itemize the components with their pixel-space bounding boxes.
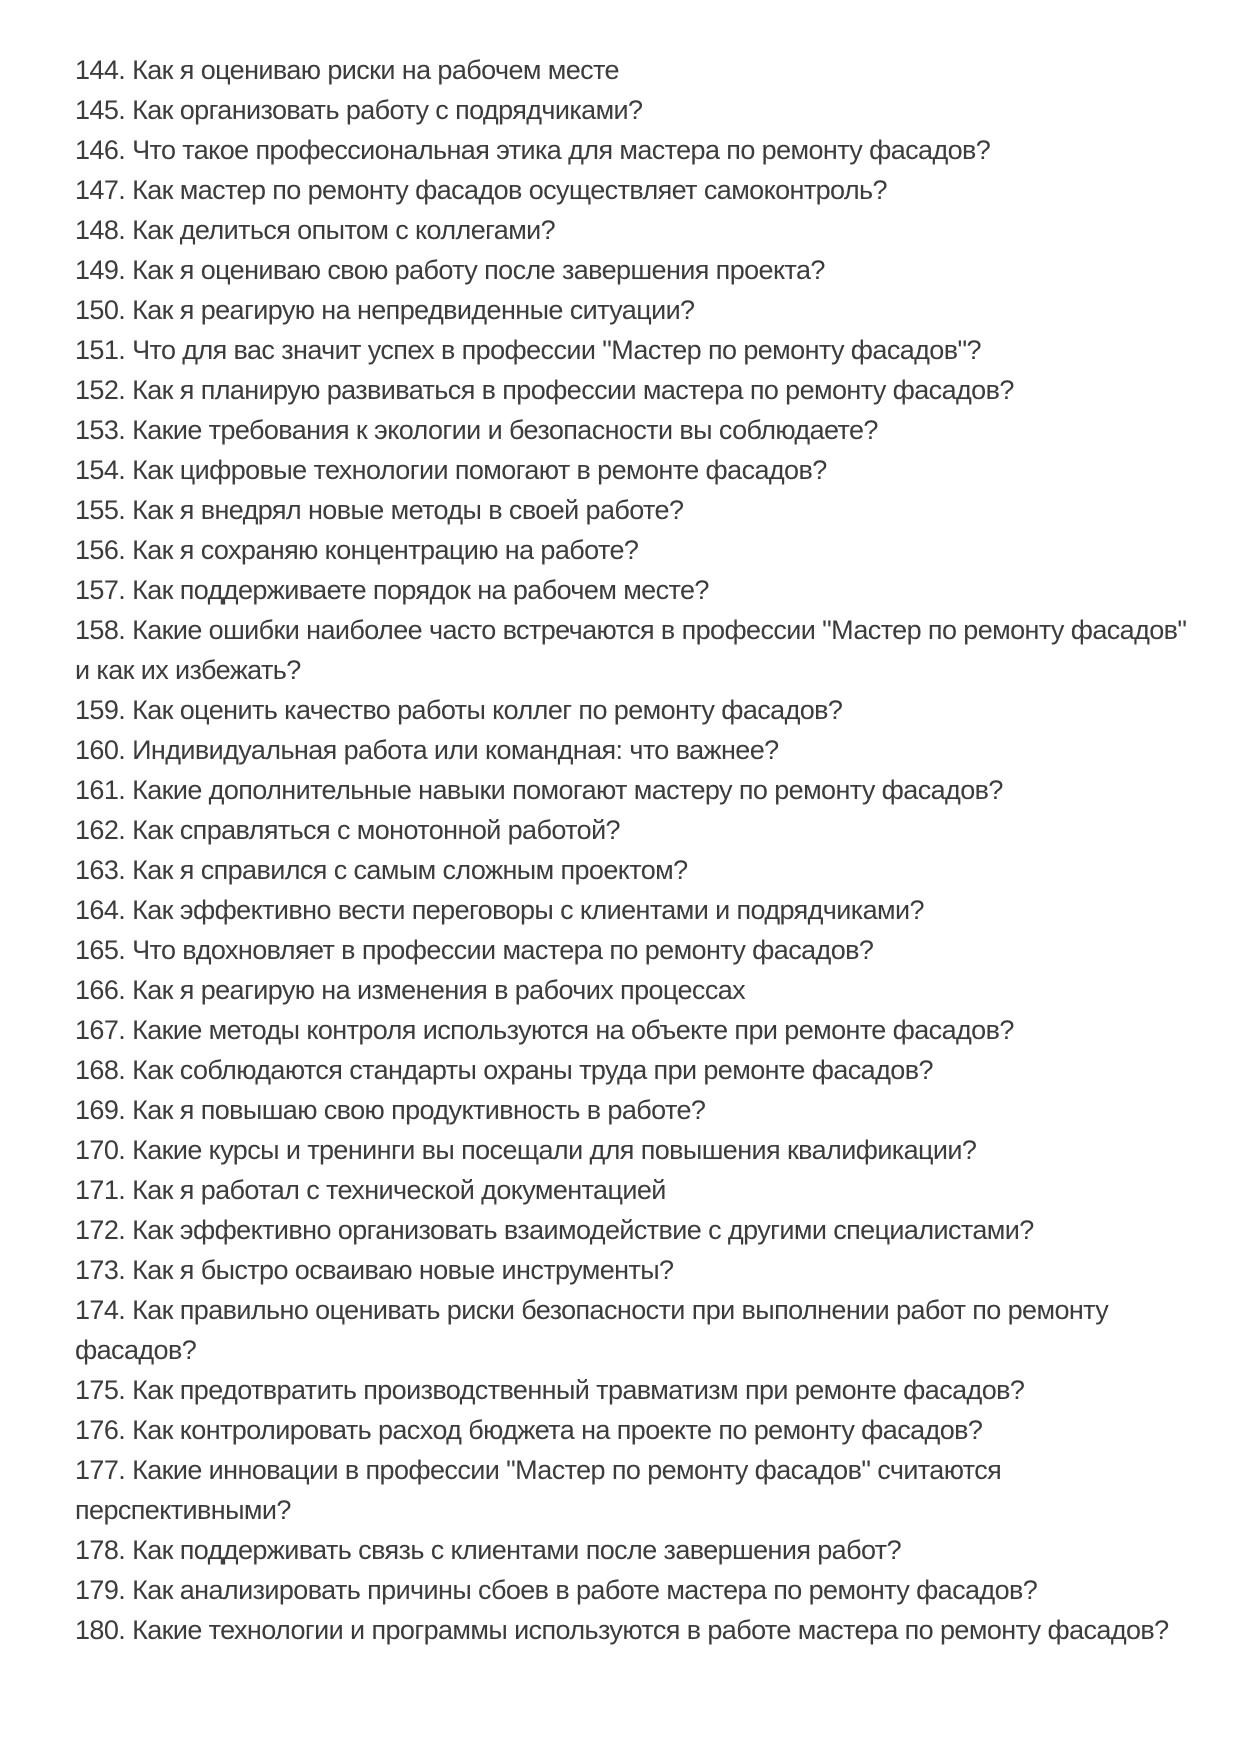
question-item: 153. Какие требования к экологии и безопасности вы соблюдаете? (75, 415, 878, 445)
question-item: 149. Как я оцениваю свою работу после завершения проекта? (75, 255, 825, 285)
question-item: 156. Как я сохраняю концентрацию на работе? (75, 535, 639, 565)
question-item: 176. Как контролировать расход бюджета на проекте по ремонту фасадов? (75, 1415, 983, 1445)
question-item: 155. Как я внедрял новые методы в своей работе? (75, 495, 684, 525)
question-item: 150. Как я реагирую на непредвиденные ситуации? (75, 295, 695, 325)
question-item: 165. Что вдохновляет в профессии мастера по ремонту фасадов? (75, 935, 874, 965)
question-item: 180. Какие технологии и программы используются в работе мастера по ремонту фасадов? (75, 1615, 1169, 1645)
question-item: 163. Как я справился с самым сложным проектом? (75, 855, 688, 885)
question-item: 179. Как анализировать причины сбоев в работе мастера по ремонту фасадов? (75, 1575, 1038, 1605)
question-item: 169. Как я повышаю свою продуктивность в работе? (75, 1095, 706, 1125)
question-list (75, 50, 1190, 1650)
question-item: 146. Что такое профессиональная этика для мастера по ремонту фасадов? (75, 135, 991, 165)
question-item: 164. Как эффективно вести переговоры с клиентами и подрядчиками? (75, 895, 924, 925)
question-item: 152. Как я планирую развиваться в профессии мастера по ремонту фасадов? (75, 375, 1014, 405)
question-item: 144. Как я оцениваю риски на рабочем месте (75, 55, 619, 85)
question-item: 175. Как предотвратить производственный травматизм при ремонте фасадов? (75, 1375, 1025, 1405)
question-item: 154. Как цифровые технологии помогают в ремонте фасадов? (75, 455, 827, 485)
question-item: 177. Какие инновации в профессии "Мастер по ремонту фасадов" считаются перспективными? (75, 1455, 1002, 1525)
question-item: 174. Как правильно оценивать риски безопасности при выполнении работ по ремонту фасадов? (75, 1295, 1109, 1365)
question-item: 160. Индивидуальная работа или командная: что важнее? (75, 735, 779, 765)
question-item: 147. Как мастер по ремонту фасадов осуществляет самоконтроль? (75, 175, 887, 205)
question-item: 161. Какие дополнительные навыки помогают мастеру по ремонту фасадов? (75, 775, 1003, 805)
question-item: 145. Как организовать работу с подрядчиками? (75, 95, 643, 125)
question-item: 151. Что для вас значит успех в профессии "Мастер по ремонту фасадов"? (75, 335, 981, 365)
question-item: 159. Как оценить качество работы коллег по ремонту фасадов? (75, 695, 843, 725)
question-item: 170. Какие курсы и тренинги вы посещали для повышения квалификации? (75, 1135, 977, 1165)
question-item: 171. Как я работал с технической документацией (75, 1175, 666, 1205)
question-item: 157. Как поддерживаете порядок на рабочем месте? (75, 575, 709, 605)
question-item: 166. Как я реагирую на изменения в рабочих процессах (75, 975, 746, 1005)
question-item: 167. Какие методы контроля используются на объекте при ремонте фасадов? (75, 1015, 1014, 1045)
question-item: 162. Как справляться с монотонной работой? (75, 815, 620, 845)
question-item: 178. Как поддерживать связь с клиентами после завершения работ? (75, 1535, 901, 1565)
question-item: 168. Как соблюдаются стандарты охраны труда при ремонте фасадов? (75, 1055, 933, 1085)
question-item: 158. Какие ошибки наиболее часто встречаются в профессии "Мастер по ремонту фасадов" и как их избежать? (75, 615, 1187, 685)
question-item: 173. Как я быстро осваиваю новые инструменты? (75, 1255, 674, 1285)
question-item: 172. Как эффективно организовать взаимодействие с другими специалистами? (75, 1215, 1034, 1245)
question-item: 148. Как делиться опытом с коллегами? (75, 215, 556, 245)
